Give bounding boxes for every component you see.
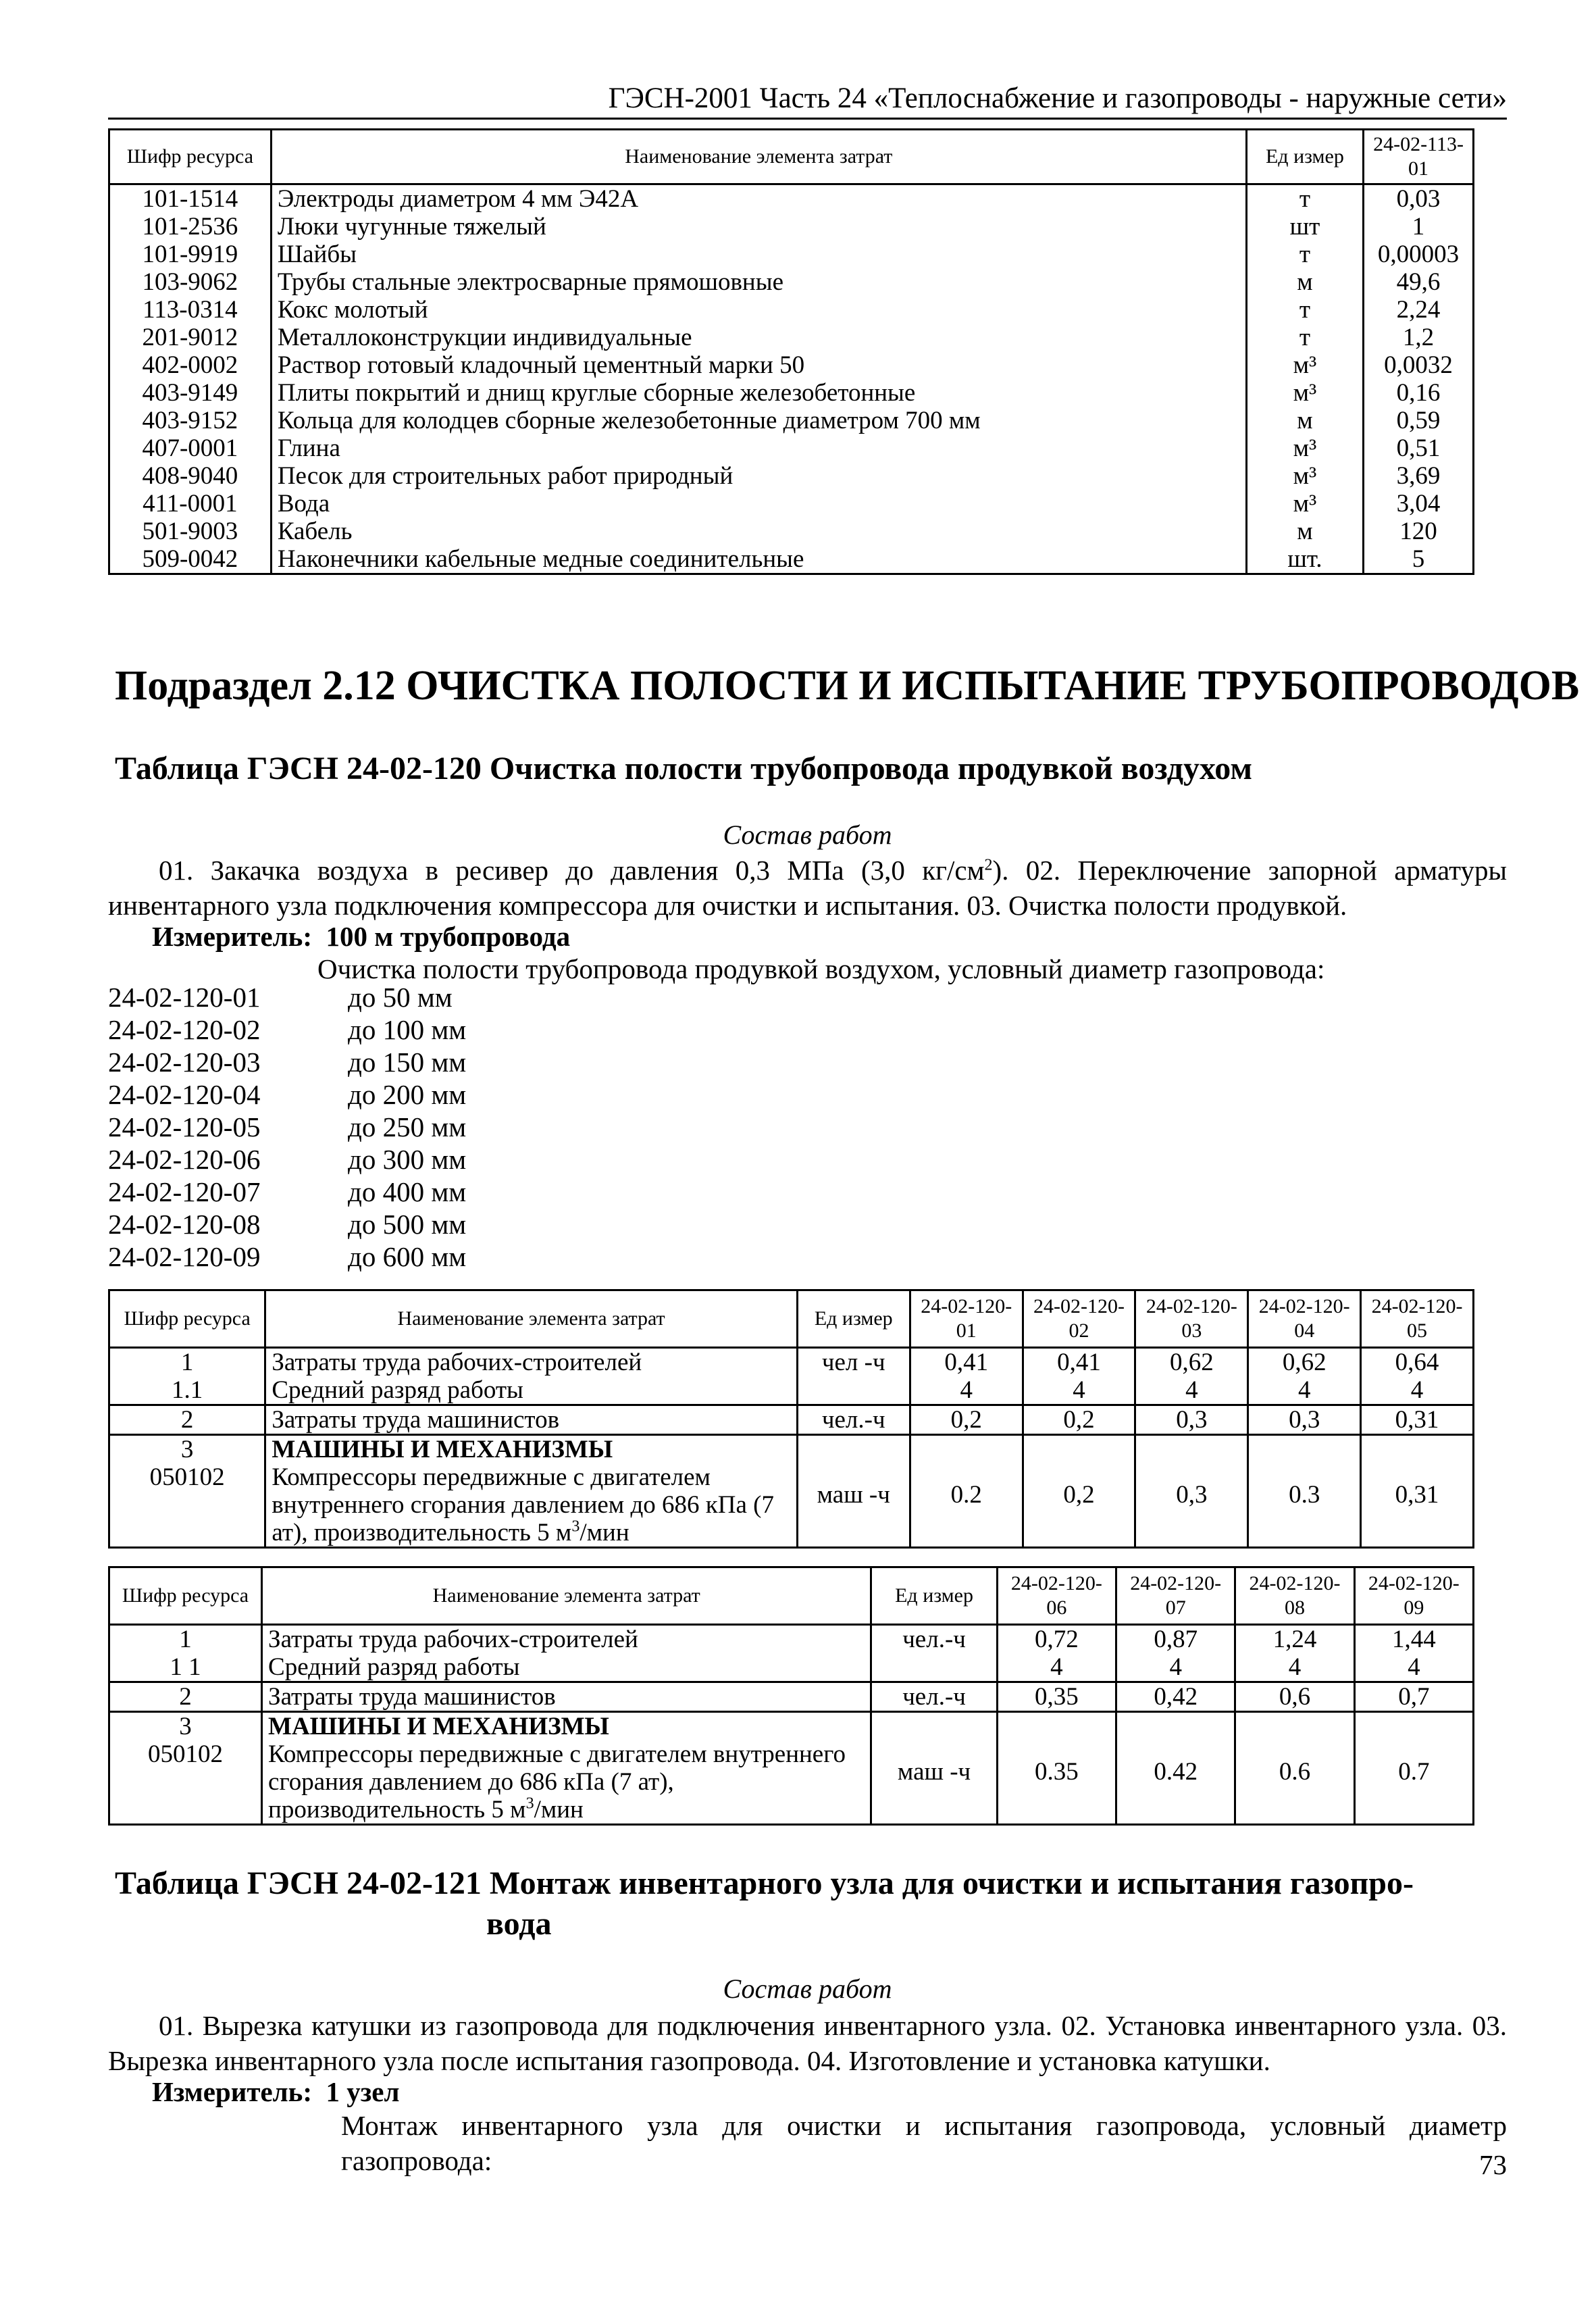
table-row: 050102 Компрессоры передвижные с двигателем внутреннего сгорания давлением до 686 кПа (7 ат), производительность 5 $м^3$/мин маш -ч 0.35 0.42 0.6 0.7: [109, 1740, 1474, 1825]
table-row: 101-1514 Электроды диаметром 4 мм Э42А т 0,03: [109, 184, 1474, 213]
col-header-3: 24-02-120-08: [1235, 1567, 1354, 1625]
table-121-title-line2: вода: [486, 1906, 552, 1942]
running-header: ГЭСН-2001 Часть 24 «Теплоснабжение и газопроводы - наружные сети»: [108, 80, 1507, 120]
table-row: 3 МАШИНЫ И МЕХАНИЗМЫ: [109, 1435, 1474, 1464]
table-row: 2 Затраты труда машинистов чел.-ч 0,35 0,42 0,6 0,7: [109, 1682, 1474, 1712]
compressor-desc: Компрессоры передвижные с двигателем внутреннего сгорания давлением до 686 кПа (7 ат), производительность 5 $м^3$/мин: [262, 1740, 871, 1825]
lead-120: Очистка полости трубопровода продувкой воздухом, условный диаметр газопровода:: [317, 953, 1325, 984]
table-row: 1 Затраты труда рабочих-строителей чел.-ч 0,72 0,87 1,24 1,44: [109, 1625, 1474, 1654]
col-header-name: Наименование элемента затрат: [265, 1290, 797, 1348]
table-120-title: Таблица ГЭСН 24-02-120 Очистка полости трубопровода продувкой воздухом: [115, 751, 1253, 786]
table-row: 101-2536 Люки чугунные тяжелый шт 1: [109, 213, 1474, 241]
table-row: 1 Затраты труда рабочих-строителей чел -ч 0,41 0,41 0,62 0,62 0,64: [109, 1348, 1474, 1377]
resources-table-120-01-05: [108, 1289, 1474, 1549]
table-row: 402-0002 Раствор готовый кладочный цементный марки 50 м³ 0,0032: [109, 351, 1474, 379]
col-header-2: 24-02-120-07: [1116, 1567, 1235, 1625]
col-header-unit: Ед измер: [871, 1567, 997, 1625]
measure-120: Измеритель: 100 м трубопровода: [152, 921, 571, 952]
col-header-unit: Ед измер: [1246, 130, 1363, 184]
col-header-1: 24-02-120-06: [997, 1567, 1116, 1625]
table-row: 411-0001 Вода м³ 3,04: [109, 490, 1474, 518]
list-item: 24-02-120-08 до 500 мм: [108, 1209, 467, 1240]
table-row: 201-9012 Металлоконструкции индивидуальные т 1,2: [109, 324, 1474, 351]
works-caption-121: Состав работ: [723, 1973, 892, 2004]
col-header-code: Шифр ресурса: [109, 1290, 265, 1348]
list-item: 24-02-120-04 до 200 мм: [108, 1079, 467, 1110]
table-row: 2 Затраты труда машинистов чел.-ч 0,2 0,2 0,3 0,3 0,31: [109, 1405, 1474, 1435]
list-item: 24-02-120-07 до 400 мм: [108, 1176, 467, 1207]
list-item: 24-02-120-09 до 600 мм: [108, 1241, 467, 1272]
col-header-name: Наименование элемента затрат: [262, 1567, 871, 1625]
lead-121: Монтаж инвентарного узла для очистки и испытания газопровода, условный диаметр газопровода:: [341, 2110, 1507, 2176]
col-header-5: 24-02-120-05: [1361, 1290, 1474, 1348]
works-text-121: 01. Вырезка катушки из газопровода для подключения инвентарного узла. 02. Установка инвентарного узла. 03. Вырезка инвентарного узла после испытания газопровода. 04. Изготовление и установка катушки.: [108, 2010, 1507, 2076]
col-header-4: 24-02-120-04: [1248, 1290, 1361, 1348]
table-row: 407-0001 Глина м³ 0,51: [109, 434, 1474, 462]
list-item: 24-02-120-01 до 50 мм: [108, 982, 453, 1013]
col-header-2: 24-02-120-02: [1023, 1290, 1135, 1348]
col-header-name: Наименование элемента затрат: [271, 130, 1246, 184]
compressor-desc: Компрессоры передвижные с двигателем внутреннего сгорания давлением до 686 кПа (7 ат), производительность 5 $м^3$/мин: [265, 1463, 797, 1548]
materials-table: [108, 128, 1474, 575]
col-header-unit: Ед измер: [797, 1290, 910, 1348]
list-item: 24-02-120-05 до 250 мм: [108, 1111, 467, 1142]
page-number: 73: [1479, 2149, 1507, 2180]
col-header-code: Шифр ресурса: [109, 1567, 262, 1625]
list-item: 24-02-120-03 до 150 мм: [108, 1047, 467, 1078]
works-text-120: 01. Закачка воздуха в ресивер до давления 0,3 МПа (3,0 $кг/см^2$). 02. Переключение запорной арматуры инвентарного узла подключения компрессора для очистки и испытания. 03. Очистка полости продувкой.: [108, 855, 1507, 921]
table-121-title-line1: Таблица ГЭСН 24-02-121 Монтаж инвентарного узла для очистки и испытания газопро-: [115, 1865, 1414, 1901]
table-row: 101-9919 Шайбы т 0,00003: [109, 241, 1474, 268]
col-header-4: 24-02-120-09: [1354, 1567, 1473, 1625]
table-row: 501-9003 Кабель м 120: [109, 518, 1474, 545]
col-header-code: Шифр ресурса: [109, 130, 272, 184]
code-list-120: [108, 981, 466, 1273]
works-caption-120: Состав работ: [723, 820, 892, 850]
table-row: 113-0314 Кокс молотый т 2,24: [109, 296, 1474, 324]
list-item: 24-02-120-02 до 100 мм: [108, 1014, 467, 1045]
col-header-1: 24-02-120-01: [910, 1290, 1023, 1348]
resources-table-120-06-09: [108, 1566, 1474, 1826]
list-item: 24-02-120-06 до 300 мм: [108, 1144, 467, 1175]
table-row: 509-0042 Наконечники кабельные медные соединительные шт. 5: [109, 545, 1474, 574]
col-header-value: 24-02-113-01: [1364, 130, 1474, 184]
col-header-3: 24-02-120-03: [1135, 1290, 1248, 1348]
table-row: 403-9149 Плиты покрытий и днищ круглые сборные железобетонные м³ 0,16: [109, 379, 1474, 407]
section-title: Подраздел 2.12 ОЧИСТКА ПОЛОСТИ И ИСПЫТАНИЕ ТРУБОПРОВОДОВ: [115, 663, 1580, 709]
table-row: 3 МАШИНЫ И МЕХАНИЗМЫ: [109, 1712, 1474, 1741]
table-row: 1.1 Средний разряд работы 4 4 4 4 4: [109, 1376, 1474, 1405]
table-row: 1 1 Средний разряд работы 4 4 4 4: [109, 1653, 1474, 1682]
table-row: 408-9040 Песок для строительных работ природный м³ 3,69: [109, 462, 1474, 490]
measure-121: Измеритель: 1 узел: [152, 2076, 400, 2107]
table-row: 403-9152 Кольца для колодцев сборные железобетонные диаметром 700 мм м 0,59: [109, 407, 1474, 434]
table-row: 103-9062 Трубы стальные электросварные прямошовные м 49,6: [109, 268, 1474, 296]
table-row: 050102 Компрессоры передвижные с двигателем внутреннего сгорания давлением до 686 кПа (7 ат), производительность 5 $м^3$/мин маш -ч 0.2 0,2 0,3 0.3 0,31: [109, 1463, 1474, 1548]
